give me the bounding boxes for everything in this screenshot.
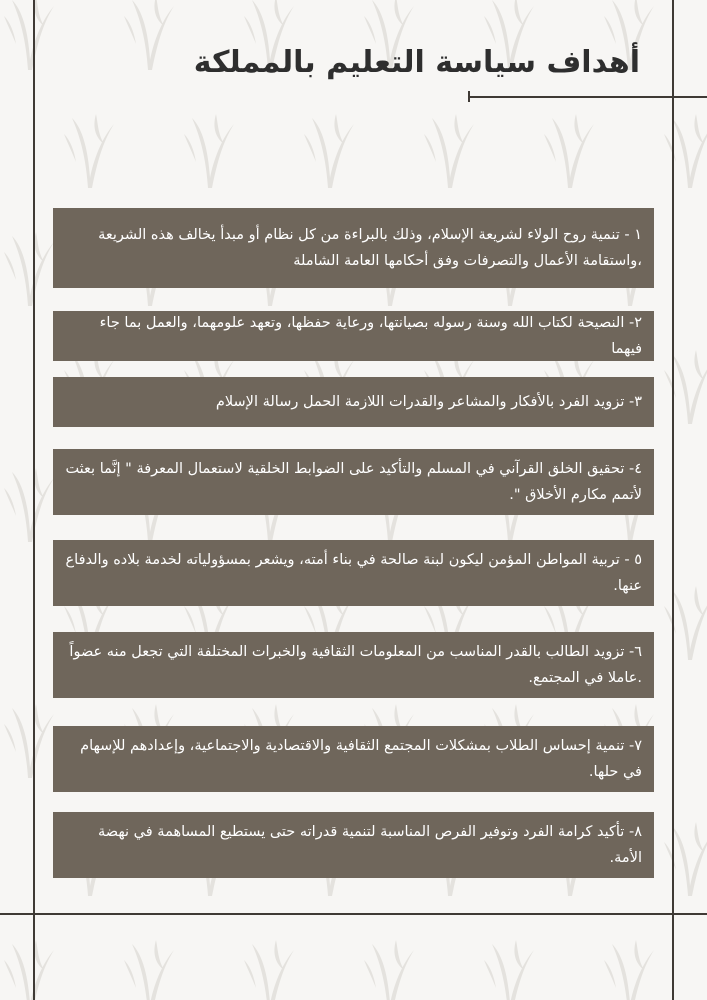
goal-box-3 [53,377,654,427]
goal-box-4 [53,449,654,515]
watermark-logo-icon [4,468,54,542]
watermark-logo-icon [664,822,707,896]
watermark-logo-icon [124,940,174,1000]
watermark-logo-icon [664,586,707,660]
frame-bottom-line [0,913,707,915]
goal-box-5 [53,540,654,606]
watermark-logo-icon [4,232,54,306]
goal-box-7 [53,726,654,792]
page-title: أهداف سياسة التعليم بالمملكة [193,45,640,80]
goal-box-2 [53,311,654,361]
goal-text-6: ٦- تزويد الطالب بالقدر المناسب من المعلومات الثقافية والخبرات المختلفة التي تجعل منه عضواً .عاملا في المجتمع. [69,644,642,686]
watermark-logo-icon [184,114,234,188]
watermark-logo-icon [64,114,114,188]
title-underline-tick [468,91,470,102]
goal-box-8 [53,812,654,878]
watermark-logo-icon [244,940,294,1000]
title-underline [470,96,707,98]
watermark-logo-icon [304,114,354,188]
watermark-logo-icon [664,350,707,424]
frame-right-line [672,0,674,1000]
goal-text-1: ١ - تنمية روح الولاء لشريعة الإسلام، وذلك بالبراءة من كل نظام أو مبدأ يخالف هذه الشريعة ،واستقامة الأعمال والتصرفات وفق أحكامها العامة الشاملة [98,227,642,269]
goal-text-2: ٢- النصيحة لكتاب الله وسنة رسوله بصيانتها، ورعاية حفظها، وتعهد علومهما، والعمل بما جاء فيهما [99,315,642,357]
watermark-logo-icon [4,704,54,778]
watermark-logo-icon [484,940,534,1000]
watermark-logo-icon [364,940,414,1000]
goal-text-4: ٤- تحقيق الخلق القرآني في المسلم والتأكيد على الضوابط الخلقية لاستعمال المعرفة " إنَّما بعثت لأتمم مكارم الأخلاق ". [65,461,642,503]
goal-box-6 [53,632,654,698]
watermark-logo-icon [664,114,707,188]
frame-left-line [33,0,35,1000]
goal-text-3: ٣- تزويد الفرد بالأفكار والمشاعر والقدرات اللازمة الحمل رسالة الإسلام [215,394,642,410]
goal-text-5: ٥ - تربية المواطن المؤمن ليكون لبنة صالحة في بناء أمته، ويشعر بمسؤولياته لخدمة بلاده والدفاع عنها. [65,552,642,594]
watermark-logo-icon [544,114,594,188]
watermark-logo-icon [604,940,654,1000]
goal-text-7: ٧- تنمية إحساس الطلاب بمشكلات المجتمع الثقافية والاقتصادية والاجتماعية، وإعدادهم للإسهام في حلها. [80,738,642,780]
watermark-logo-icon [424,114,474,188]
goal-box-1 [53,208,654,288]
watermark-logo-icon [4,940,54,1000]
goal-text-8: ٨- تأكيد كرامة الفرد وتوفير الفرص المناسبة لتنمية قدراته حتى يستطيع المساهمة في نهضة الأمة. [98,824,642,866]
watermark-logo-icon [4,0,54,70]
